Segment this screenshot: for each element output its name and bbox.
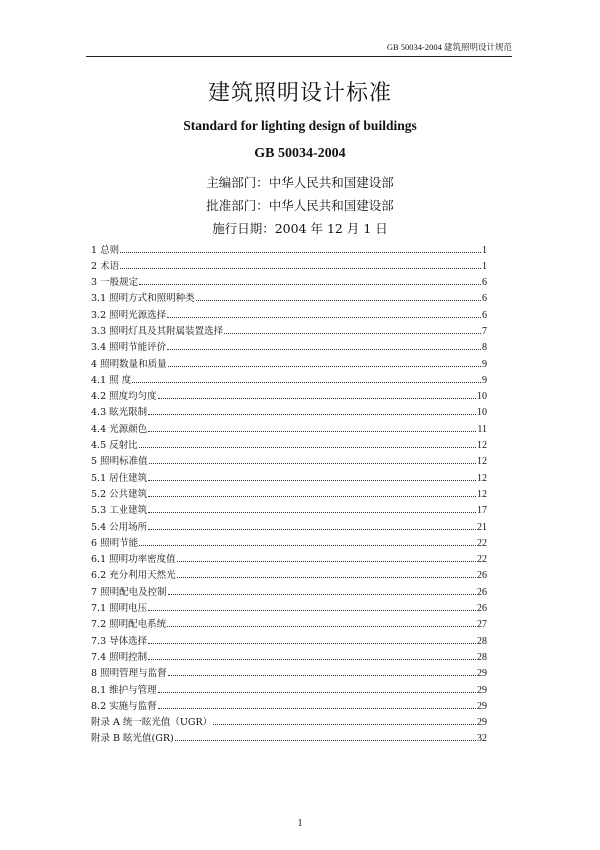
toc-entry-page: 26 (477, 586, 487, 598)
toc-entry[interactable] (91, 356, 487, 372)
toc-entry-label: 7.3 导体选择 (91, 635, 148, 647)
toc-entry-page: 22 (477, 554, 487, 566)
toc-entry[interactable] (91, 258, 487, 274)
toc-entry[interactable] (91, 470, 487, 486)
toc-dot-leader (139, 535, 476, 546)
toc-entry[interactable] (91, 731, 487, 747)
document-title-english: Standard for lighting design of buildings (183, 118, 417, 133)
toc-entry-label: 5 照明标准值 (91, 456, 148, 468)
toc-entry-label: 6.2 充分利用天然光 (91, 570, 176, 582)
toc-entry-page: 12 (477, 440, 487, 452)
toc-entry-label: 6.1 照明功率密度值 (91, 554, 176, 566)
effective-date: 施行日期：2004 年 12 月 1 日 (212, 221, 388, 236)
toc-entry[interactable] (91, 568, 487, 584)
toc-dot-leader (148, 405, 476, 416)
toc-entry-page: 29 (477, 717, 487, 729)
toc-dot-leader (167, 340, 481, 351)
toc-dot-leader (120, 258, 481, 269)
toc-entry[interactable] (91, 649, 487, 665)
toc-dot-leader (120, 242, 481, 253)
toc-dot-leader (167, 307, 481, 318)
running-header: GB 50034-2004 建筑照明设计规范 (386, 42, 512, 52)
toc-entry[interactable] (91, 682, 487, 698)
toc-entry-page: 26 (477, 603, 487, 615)
toc-entry-page: 9 (482, 374, 487, 386)
toc-entry-page: 17 (477, 505, 487, 517)
toc-entry-label: 5.3 工业建筑 (91, 505, 148, 517)
toc-entry[interactable] (91, 340, 487, 356)
toc-entry-label: 7.4 照明控制 (91, 651, 148, 663)
toc-entry-label: 2 术语 (91, 260, 120, 272)
toc-entry-label: 4.3 眩光限制 (91, 407, 148, 419)
toc-entry-page: 28 (477, 635, 487, 647)
standard-code: GB 50034-2004 (254, 146, 346, 161)
toc-entry[interactable] (91, 552, 487, 568)
toc-entry-page: 27 (477, 619, 487, 631)
toc-entry[interactable] (91, 454, 487, 470)
toc-entry-page: 12 (477, 456, 487, 468)
toc-dot-leader (132, 372, 481, 383)
chief-editor-department: 主编部门：中华人民共和国建设部 (206, 175, 394, 190)
toc-entry-page: 29 (477, 684, 487, 696)
toc-entry-label: 8 照明管理与监督 (91, 668, 167, 680)
toc-entry-page: 8 (482, 342, 487, 354)
toc-dot-leader (148, 503, 476, 514)
toc-entry[interactable] (91, 323, 487, 339)
toc-dot-leader (148, 519, 476, 530)
toc-entry-page: 1 (482, 244, 487, 256)
toc-entry[interactable] (91, 372, 487, 388)
toc-entry-label: 5.4 公用场所 (91, 521, 148, 533)
toc-entry[interactable] (91, 715, 487, 731)
toc-dot-leader (167, 617, 476, 628)
toc-entry-page: 6 (482, 293, 487, 305)
toc-dot-leader (213, 715, 476, 726)
toc-entry-page: 29 (477, 668, 487, 680)
toc-entry[interactable] (91, 291, 487, 307)
toc-entry-page: 28 (477, 651, 487, 663)
toc-entry[interactable] (91, 389, 487, 405)
toc-entry-page: 12 (477, 488, 487, 500)
toc-entry-label: 3.2 照明光源选择 (91, 309, 167, 321)
toc-entry-label: 8.1 维护与管理 (91, 684, 157, 696)
toc-entry[interactable] (91, 535, 487, 551)
toc-entry-label: 7.2 照明配电系统 (91, 619, 167, 631)
toc-dot-leader (148, 486, 476, 497)
toc-dot-leader (148, 601, 476, 612)
toc-entry-label: 1 总则 (91, 244, 120, 256)
toc-entry-page: 32 (477, 733, 487, 745)
toc-entry-label: 5.1 居住建筑 (91, 472, 148, 484)
toc-entry-page: 26 (477, 570, 487, 582)
toc-entry[interactable] (91, 486, 487, 502)
toc-dot-leader (149, 454, 476, 465)
toc-entry-page: 7 (482, 325, 487, 337)
toc-entry-page: 6 (482, 309, 487, 321)
toc-entry[interactable] (91, 421, 487, 437)
toc-entry[interactable] (91, 242, 487, 258)
toc-dot-leader (168, 666, 476, 677)
document-title-chinese: 建筑照明设计标准 (207, 81, 392, 106)
approving-department: 批准部门：中华人民共和国建设部 (206, 198, 394, 213)
toc-dot-leader (158, 389, 476, 400)
toc-dot-leader (148, 421, 476, 432)
toc-entry-page: 22 (477, 537, 487, 549)
page-number: 1 (297, 818, 303, 829)
toc-dot-leader (148, 470, 476, 481)
header-rule (86, 56, 512, 57)
toc-entry-page: 11 (477, 423, 487, 435)
toc-entry[interactable] (91, 584, 487, 600)
toc-entry[interactable] (91, 633, 487, 649)
toc-entry-page: 6 (482, 277, 487, 289)
toc-entry-label: 5.2 公共建筑 (91, 488, 148, 500)
toc-entry[interactable] (91, 698, 487, 714)
toc-dot-leader (158, 698, 476, 709)
toc-entry-page: 1 (482, 260, 487, 272)
toc-entry-label: 4 照明数量和质量 (91, 358, 167, 370)
toc-entry-page: 12 (477, 472, 487, 484)
toc-dot-leader (158, 682, 476, 693)
toc-entry-label: 8.2 实施与监督 (91, 700, 157, 712)
toc-entry-label: 3.1 照明方式和照明种类 (91, 293, 195, 305)
toc-dot-leader (148, 633, 476, 644)
toc-entry-label: 7 照明配电及控制 (91, 586, 167, 598)
toc-dot-leader (168, 356, 481, 367)
toc-entry-page: 9 (482, 358, 487, 370)
toc-entry[interactable] (91, 617, 487, 633)
toc-dot-leader (224, 323, 481, 334)
toc-dot-leader (148, 649, 476, 660)
toc-entry[interactable] (91, 307, 487, 323)
toc-entry[interactable] (91, 519, 487, 535)
toc-entry-label: 4.5 反射比 (91, 440, 138, 452)
toc-entry-label: 7.1 照明电压 (91, 603, 148, 615)
toc-entry[interactable] (91, 438, 487, 454)
toc-dot-leader (139, 275, 481, 286)
toc-entry-page: 10 (477, 391, 487, 403)
toc-entry-label: 6 照明节能 (91, 537, 139, 549)
toc-entry[interactable] (91, 601, 487, 617)
toc-entry[interactable] (91, 666, 487, 682)
toc-entry-page: 10 (477, 407, 487, 419)
toc-entry-label: 3.4 照明节能评价 (91, 342, 167, 354)
toc-entry-label: 3 一般规定 (91, 277, 139, 289)
toc-entry-label: 附录 A 统一眩光值（UGR） (91, 717, 213, 729)
toc-entry-label: 4.1 照 度 (91, 374, 132, 386)
toc-entry-label: 4.2 照度均匀度 (91, 391, 157, 403)
toc-entry-label: 附录 B 眩光值(GR) (91, 733, 174, 745)
toc-dot-leader (196, 291, 481, 302)
toc-dot-leader (168, 584, 476, 595)
toc-entry-label: 3.3 照明灯具及其附属装置选择 (91, 325, 224, 337)
toc-dot-leader (177, 568, 476, 579)
toc-entry[interactable] (91, 503, 487, 519)
table-of-contents (91, 242, 487, 747)
toc-entry-label: 4.4 光源颜色 (91, 423, 148, 435)
toc-dot-leader (139, 438, 476, 449)
toc-dot-leader (175, 731, 476, 742)
toc-entry[interactable] (91, 275, 487, 291)
toc-entry-page: 29 (477, 700, 487, 712)
toc-entry-page: 21 (477, 521, 487, 533)
toc-dot-leader (177, 552, 476, 563)
toc-entry[interactable] (91, 405, 487, 421)
